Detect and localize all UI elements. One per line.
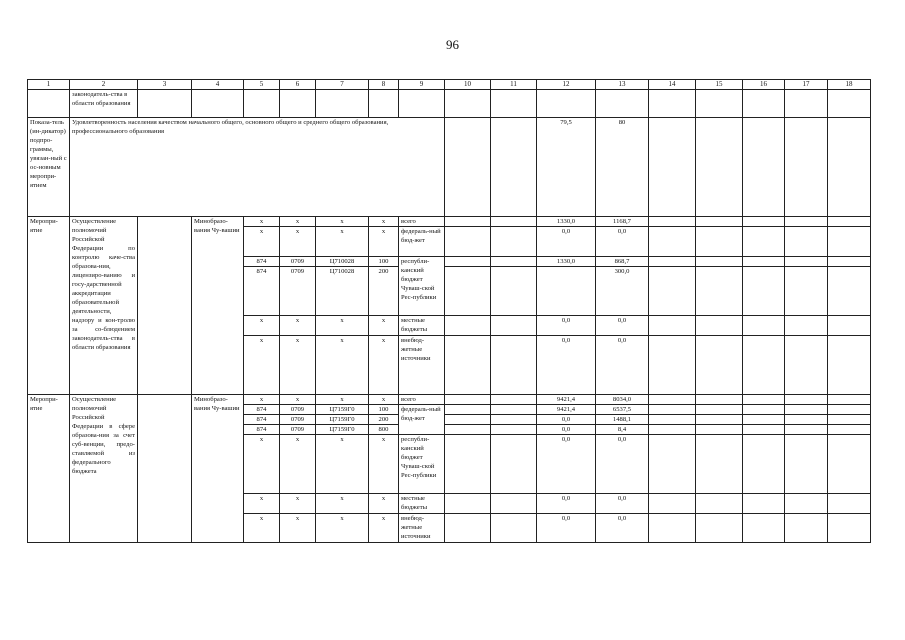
code-cell: x — [316, 316, 369, 336]
header-cell: 1 — [28, 80, 70, 90]
value-cell: 0,0 — [596, 227, 649, 257]
code-cell: Ц7159Г0 — [316, 425, 369, 435]
code-cell: Ц710028 — [316, 257, 369, 267]
code-cell: 800 — [369, 425, 399, 435]
value-cell: 0,0 — [537, 415, 596, 425]
value-cell — [537, 267, 596, 316]
code-cell: x — [369, 336, 399, 395]
header-cell: 11 — [491, 80, 537, 90]
header-cell: 9 — [399, 80, 445, 90]
code-cell: x — [316, 514, 369, 543]
event2-row-total — [28, 395, 871, 405]
funding-source: местные бюджеты — [399, 316, 445, 336]
code-cell: x — [316, 435, 369, 494]
code-cell: x — [280, 514, 316, 543]
value-cell: 0,0 — [537, 227, 596, 257]
funding-source: республи-канский бюджет Чуваш-ской Рес-публики — [399, 257, 445, 316]
value-cell: 0,0 — [596, 514, 649, 543]
code-cell: x — [316, 494, 369, 514]
value-cell: 9421,4 — [537, 405, 596, 415]
page-number: 96 — [446, 37, 459, 52]
code-cell: x — [280, 316, 316, 336]
code-cell: x — [244, 336, 280, 395]
code-cell: x — [369, 316, 399, 336]
value-cell: 8034,0 — [596, 395, 649, 405]
value-cell: 1488,1 — [596, 415, 649, 425]
funding-source: внебюд-жетные источники — [399, 336, 445, 395]
code-cell: 200 — [369, 267, 399, 316]
code-cell: x — [244, 227, 280, 257]
code-cell: x — [280, 227, 316, 257]
code-cell: 0709 — [280, 257, 316, 267]
code-cell: x — [244, 514, 280, 543]
header-row — [28, 80, 871, 90]
code-cell: x — [316, 217, 369, 227]
value-cell: 0,0 — [537, 425, 596, 435]
header-cell: 4 — [192, 80, 244, 90]
code-cell: x — [369, 514, 399, 543]
code-cell: Ц7159Г0 — [316, 415, 369, 425]
event1-text: Осуществление полномочий Российской Федерации по контролю каче-ства образова-ния, лицензиро-ванию и госу-дарственной аккредитации образовательной деятельности, надзору и кон-тролю за со-блюдением законодатель-ства в области образования — [70, 217, 138, 395]
header-cell: 6 — [280, 80, 316, 90]
header-cell: 7 — [316, 80, 369, 90]
code-cell: 0709 — [280, 267, 316, 316]
value-cell: 0,0 — [537, 336, 596, 395]
value-cell: 1168,7 — [596, 217, 649, 227]
code-cell: x — [280, 494, 316, 514]
header-cell: 16 — [743, 80, 785, 90]
header-cell: 13 — [596, 80, 649, 90]
code-cell: 100 — [369, 405, 399, 415]
header-cell: 2 — [70, 80, 138, 90]
header-cell: 15 — [696, 80, 743, 90]
code-cell: x — [280, 435, 316, 494]
event2-text: Осуществление полномочий Российской Федерации в сфере образова-ния за счет суб-венции, предо-ставляемой из федерального бюджета — [70, 395, 138, 543]
code-cell: x — [244, 217, 280, 227]
continuation-row — [28, 90, 871, 118]
funding-source: внебюд-жетные источники — [399, 514, 445, 543]
indicator-row — [28, 118, 871, 217]
header-cell: 18 — [828, 80, 871, 90]
code-cell: x — [369, 435, 399, 494]
indicator-value-13: 80 — [596, 118, 649, 217]
code-cell: 0709 — [280, 425, 316, 435]
header-cell: 17 — [785, 80, 828, 90]
code-cell: 874 — [244, 415, 280, 425]
value-cell: 868,7 — [596, 257, 649, 267]
value-cell: 300,0 — [596, 267, 649, 316]
event2-label: Меропри-ятие — [28, 395, 70, 543]
value-cell: 1330,0 — [537, 257, 596, 267]
code-cell: x — [316, 227, 369, 257]
value-cell: 0,0 — [596, 336, 649, 395]
funding-source: всего — [399, 395, 445, 405]
code-cell: x — [280, 217, 316, 227]
value-cell: 0,0 — [596, 494, 649, 514]
header-cell: 14 — [649, 80, 696, 90]
code-cell: x — [369, 494, 399, 514]
funding-source: местные бюджеты — [399, 494, 445, 514]
continuation-text: законодатель-ства в области образования — [70, 90, 138, 118]
code-cell: x — [316, 395, 369, 405]
header-cell: 10 — [445, 80, 491, 90]
code-cell: x — [369, 217, 399, 227]
program-table — [27, 79, 871, 543]
code-cell: 0709 — [280, 415, 316, 425]
code-cell: x — [244, 316, 280, 336]
value-cell: 8,4 — [596, 425, 649, 435]
header-cell: 12 — [537, 80, 596, 90]
code-cell: x — [280, 395, 316, 405]
value-cell: 6537,5 — [596, 405, 649, 415]
code-cell: x — [244, 395, 280, 405]
indicator-value-12: 79,5 — [537, 118, 596, 217]
header-cell: 5 — [244, 80, 280, 90]
funding-source: всего — [399, 217, 445, 227]
code-cell: x — [244, 435, 280, 494]
value-cell: 0,0 — [596, 435, 649, 494]
code-cell: 874 — [244, 425, 280, 435]
code-cell: 874 — [244, 257, 280, 267]
code-cell: 100 — [369, 257, 399, 267]
value-cell: 9421,4 — [537, 395, 596, 405]
event1-row-total — [28, 217, 871, 227]
event2-executor: Минобразо-вания Чу-вашии — [192, 395, 244, 543]
code-cell: x — [316, 336, 369, 395]
code-cell: 874 — [244, 267, 280, 316]
value-cell: 0,0 — [537, 435, 596, 494]
code-cell: x — [369, 227, 399, 257]
code-cell: x — [369, 395, 399, 405]
value-cell: 0,0 — [537, 316, 596, 336]
header-cell: 3 — [138, 80, 192, 90]
funding-source: федераль-ный бюд-жет — [399, 405, 445, 435]
event1-label: Меропри-ятие — [28, 217, 70, 395]
value-cell: 0,0 — [537, 514, 596, 543]
code-cell: Ц7159Г0 — [316, 405, 369, 415]
code-cell: 0709 — [280, 405, 316, 415]
funding-source: республи-канский бюджет Чуваш-ской Рес-публики — [399, 435, 445, 494]
code-cell: Ц710028 — [316, 267, 369, 316]
code-cell: 200 — [369, 415, 399, 425]
value-cell: 1330,0 — [537, 217, 596, 227]
code-cell: x — [280, 336, 316, 395]
event1-executor: Минобразо-вания Чу-вашии — [192, 217, 244, 395]
code-cell: x — [244, 494, 280, 514]
value-cell: 0,0 — [537, 494, 596, 514]
funding-source: федераль-ный бюд-жет — [399, 227, 445, 257]
code-cell: 874 — [244, 405, 280, 415]
indicator-text: Удовлетворенность населения качеством начального общего, основного общего и среднего общего образования, профессионального образования — [70, 118, 445, 217]
header-cell: 8 — [369, 80, 399, 90]
value-cell: 0,0 — [596, 316, 649, 336]
indicator-label: Показа-тель (ин-дикатор) подпро-граммы, увязан-ный с ос-новным меропри-ятием — [28, 118, 70, 217]
